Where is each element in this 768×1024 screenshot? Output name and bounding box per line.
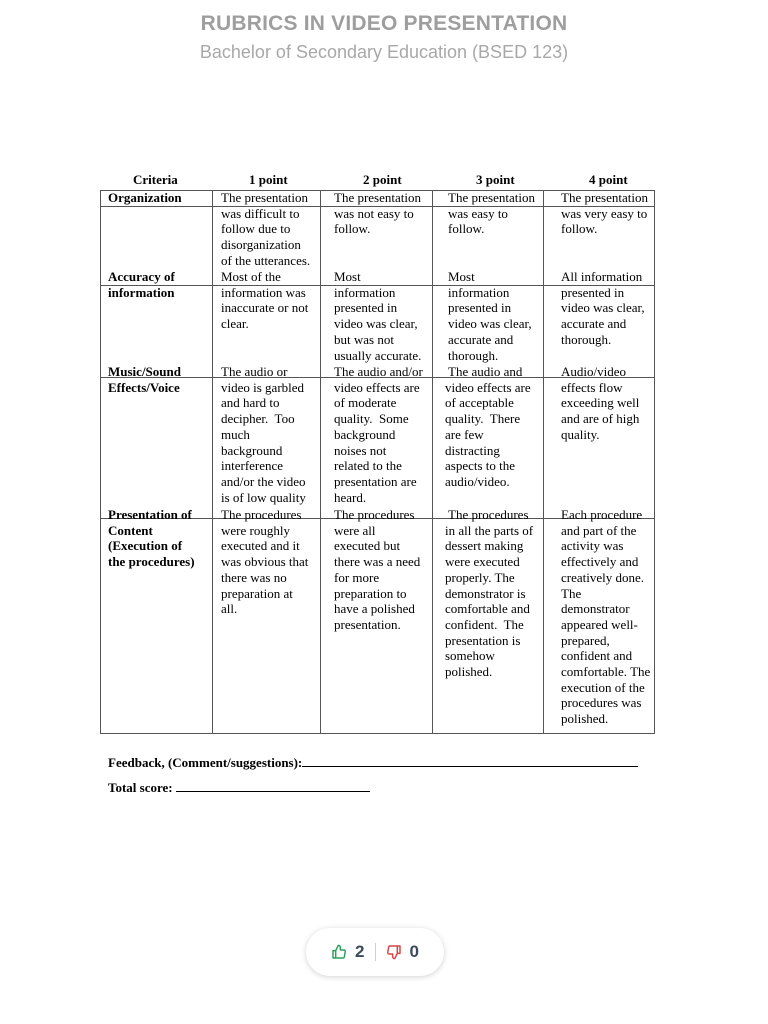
feedback-label: Feedback, (Comment/suggestions): xyxy=(108,755,303,770)
criteria-organization: Organization xyxy=(108,190,182,205)
rubric-cell: The audio and video effects are of acceptable quality. There are few distracting aspects to the audio/video. xyxy=(445,364,531,489)
rubric-cell: The procedures were roughly executed and it was obvious that there was no preparation at all. xyxy=(221,507,309,617)
rubric-cell: The presentation was easy to follow. xyxy=(448,190,535,237)
rubric-cell: Audio/video effects flow exceeding well and are of high quality. xyxy=(561,364,640,442)
header-1-point: 1 point xyxy=(249,172,288,187)
rubric-cell: Most information presented in video was clear, but was not usually accurate. xyxy=(334,269,422,363)
upvote-count: 2 xyxy=(355,942,365,961)
column-divider xyxy=(543,190,544,734)
rubric-cell: The presentation was not easy to follow. xyxy=(334,190,421,237)
downvote-count: 0 xyxy=(409,942,419,961)
column-divider xyxy=(320,190,321,734)
document-title: RUBRICS IN VIDEO PRESENTATION xyxy=(200,12,568,35)
thumbs-up-icon xyxy=(331,944,347,960)
rubric-cell: All information presented in video was clear, accurate and thorough. xyxy=(561,269,645,347)
upvote-button[interactable] xyxy=(321,942,374,962)
header-3-point: 3 point xyxy=(476,172,515,187)
header-criteria: Criteria xyxy=(133,172,178,187)
vote-widget xyxy=(306,928,444,976)
total-score-label: Total score: xyxy=(108,780,176,795)
rubric-cell: Most of the information was inaccurate or not clear. xyxy=(221,269,309,332)
rubric-cell: The procedures in all the parts of dessert making were executed properly. The demonstrator is comfortable and confident. The presentation is somehow polished. xyxy=(445,507,534,680)
criteria-presentation-of-content: Presentation of Content (Execution of the procedures) xyxy=(108,507,195,570)
rubric-cell: The presentation was very easy to follow. xyxy=(561,190,648,237)
feedback-blank xyxy=(302,754,638,767)
feedback-line xyxy=(108,754,638,771)
total-score-blank xyxy=(176,779,370,792)
column-divider xyxy=(432,190,433,734)
document-subtitle: Bachelor of Secondary Education (BSED 123) xyxy=(199,42,569,62)
rubric-cell: The procedures were all executed but there was a need for more preparation to have a polished presentation. xyxy=(334,507,421,632)
thumbs-down-icon xyxy=(386,944,402,960)
rubric-cell: Each procedure and part of the activity was effectively and creatively done. The demonstrator appeared well- prepared, confident and comfortable. The execution of the procedures was polished. xyxy=(561,507,651,727)
downvote-button[interactable] xyxy=(376,942,429,962)
header-2-point: 2 point xyxy=(363,172,402,187)
header-4-point: 4 point xyxy=(589,172,628,187)
rubric-cell: The audio and/or video effects are of moderate quality. Some background noises not related to the presentation are heard. xyxy=(334,364,423,505)
column-divider xyxy=(212,190,213,734)
total-score-line xyxy=(108,779,370,796)
rubric-cell: Most information presented in video was clear, accurate and thorough. xyxy=(448,269,532,363)
criteria-accuracy: Accuracy of information xyxy=(108,269,175,300)
criteria-music-sound: Music/Sound Effects/Voice xyxy=(108,364,181,395)
rubric-cell: The audio or video is garbled and hard to decipher. Too much background interference and/or the video is of low quality xyxy=(221,364,306,505)
rubric-cell: The presentation was difficult to follow due to disorganization of the utterances. xyxy=(221,190,311,268)
